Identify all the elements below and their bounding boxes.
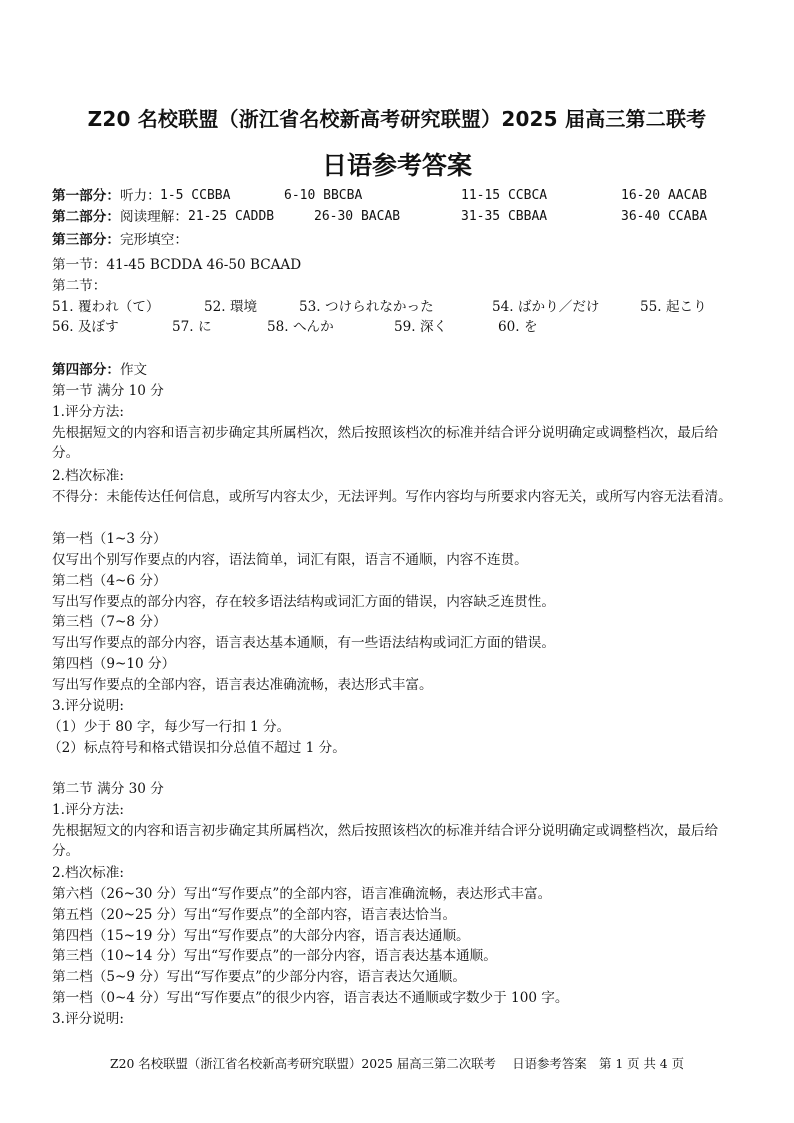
part1-answer-4: 16-20 AACAB — [621, 188, 708, 203]
section1-grade-4-text: 写出写作要点的全部内容，语言表达准确流畅，表达形式丰富。 — [52, 677, 433, 693]
section1-grade-3-text: 写出写作要点的部分内容，语言表达基本通顺，有一些语法结构或词汇方面的错误。 — [52, 635, 555, 651]
section2-grade-6: 第六档（26~30 分）写出“写作要点”的全部内容，语言准确流畅，表达形式丰富。 — [52, 886, 552, 902]
section1-grade-2-text: 写出写作要点的部分内容，存在较多语法结构或词汇方面的错误，内容缺乏连贯性。 — [52, 594, 555, 610]
section2-heading: 第二节 满分 30 分 — [52, 781, 164, 797]
section2-grade-4: 第四档（15~19 分）写出“写作要点”的大部分内容，语言表达通顺。 — [52, 928, 470, 944]
document-title: Z20 名校联盟（浙江省名校新高考研究联盟）2025 届高三第二联考 — [87, 107, 707, 131]
cloze-answer-53: 53. つけられなかった — [299, 299, 434, 315]
section2-method-text: 先根据短文的内容和语言初步确定其所属档次，然后按照该档次的标准并结合评分说明确定或调整档次，最后给分。 — [52, 823, 719, 859]
section2-notes-heading: 3.评分说明: — [52, 1011, 124, 1027]
section2-grade-2: 第二档（5~9 分）写出“写作要点”的少部分内容，语言表达欠通顺。 — [52, 969, 466, 985]
cloze-answer-57: 57. に — [172, 319, 212, 335]
part3-name: 完形填空： — [119, 232, 188, 248]
section1-grade-3-heading: 第三档（7~8 分） — [52, 614, 167, 630]
part2-row — [52, 207, 188, 227]
part4-name: 作文 — [119, 362, 148, 378]
section1-grade-1-heading: 第一档（1~3 分） — [52, 531, 167, 547]
part1-name: 听力： — [119, 188, 161, 204]
part2-answer-4: 36-40 CCABA — [621, 209, 708, 224]
cloze-answer-52: 52. 環境 — [204, 299, 258, 315]
part2-answer-1: 21-25 CADDB — [188, 209, 275, 224]
part1-answer-3: 11-15 CCBCA — [461, 188, 548, 203]
part3-section2: 第二节： — [52, 278, 107, 294]
part2-label: 第二部分： — [52, 209, 120, 225]
part3-row — [52, 230, 188, 250]
part1-answer-2: 6-10 BBCBA — [284, 188, 363, 203]
section1-note-2: （2）标点符号和格式错误扣分总值不超过 1 分。 — [48, 740, 346, 756]
section1-method-text: 先根据短文的内容和语言初步确定其所属档次，然后按照该档次的标准并结合评分说明确定或调整档次，最后给分。 — [52, 425, 719, 461]
document-subtitle: 日语参考答案 — [321, 151, 472, 180]
section2-grade-heading: 2.档次标准: — [52, 865, 124, 881]
cloze-answer-56: 56. 及ぼす — [52, 319, 119, 335]
section2-method-heading: 1.评分方法: — [52, 802, 124, 818]
part2-name: 阅读理解： — [119, 209, 188, 225]
cloze-answer-51: 51. 覆われ（て） — [52, 299, 160, 315]
section1-heading: 第一节 满分 10 分 — [52, 383, 164, 399]
part4-label: 第四部分： — [52, 362, 120, 378]
section2-grade-5: 第五档（20~25 分）写出“写作要点”的全部内容，语言表达恰当。 — [52, 907, 457, 923]
section1-grade-1-text: 仅写出个别写作要点的内容，语法简单，词汇有限，语言不通顺，内容不连贯。 — [52, 552, 528, 568]
part4-row — [52, 360, 147, 380]
cloze-answer-54: 54. ばかり／だけ — [492, 299, 600, 315]
cloze-answer-58: 58. へんか — [267, 319, 334, 335]
part3-section1: 第一节：41-45 BCDDA 46-50 BCAAD — [52, 257, 302, 273]
section1-grade-2-heading: 第二档（4~6 分） — [52, 573, 167, 589]
section2-grade-3: 第三档（10~14 分）写出“写作要点”的一部分内容，语言表达基本通顺。 — [52, 948, 497, 964]
cloze-answer-59: 59. 深く — [394, 319, 448, 335]
part3-label: 第三部分： — [52, 232, 120, 248]
section1-note-1: （1）少于 80 字，每少写一行扣 1 分。 — [48, 719, 291, 735]
part1-row — [52, 186, 161, 206]
section1-grade-4-heading: 第四档（9~10 分） — [52, 656, 176, 672]
cloze-answer-55: 55. 起こり — [640, 299, 707, 315]
section2-grade-1: 第一档（0~4 分）写出“写作要点”的很少内容，语言表达不通顺或字数少于 100 字。 — [52, 990, 569, 1006]
page-footer: Z20 名校联盟（浙江省名校新高考研究联盟）2025 届高三第二次联考 日语参考答案 第 1 页 共 4 页 — [109, 1056, 685, 1071]
cloze-answer-60: 60. を — [498, 319, 538, 335]
section1-method-heading: 1.评分方法: — [52, 404, 124, 420]
part2-answer-2: 26-30 BACAB — [314, 209, 401, 224]
part1-label: 第一部分： — [52, 188, 120, 204]
section1-grade-heading: 2.档次标准: — [52, 468, 124, 484]
part2-answer-3: 31-35 CBBAA — [461, 209, 548, 224]
part1-answer-1: 1-5 CCBBA — [160, 188, 231, 203]
section1-notes-heading: 3.评分说明: — [52, 698, 124, 714]
section1-grade-0: 不得分：未能传达任何信息，或所写内容太少，无法评判。写作内容均与所要求内容无关，或所写内容无法看清。 — [52, 489, 732, 505]
